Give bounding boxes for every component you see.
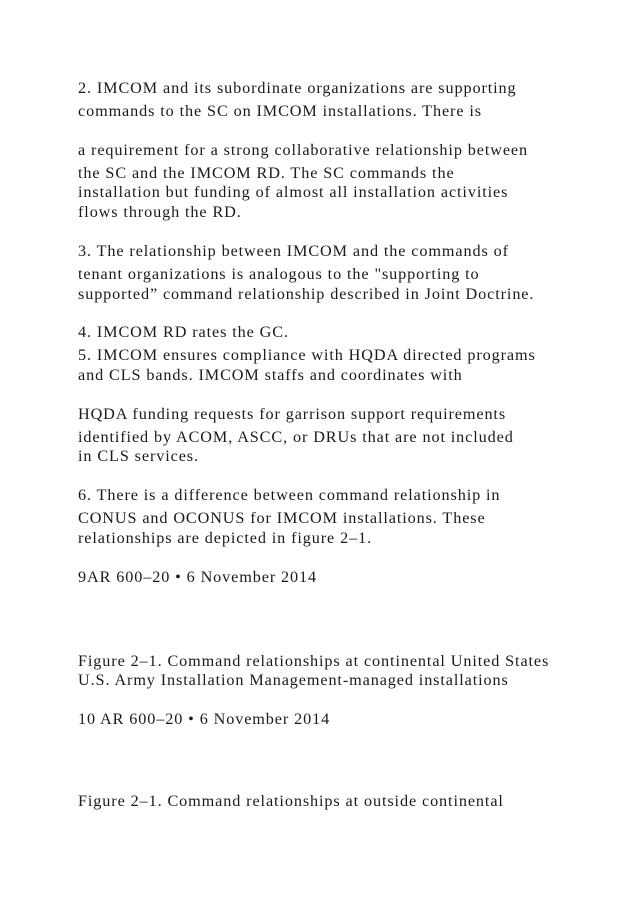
paragraph-5-line-4: identified by ACOM, ASCC, or DRUs that are not included [78, 428, 514, 446]
paragraph-3-line-3: supported” command relationship described in Joint Doctrine. [78, 285, 535, 303]
paragraph-5-line-2: and CLS bands. IMCOM staffs and coordinates with [78, 366, 463, 384]
paragraph-2-line-4: the SC and the IMCOM RD. The SC commands the [78, 164, 455, 182]
figure-caption-oconus-line-1: Figure 2–1. Command relationships at outside continental [78, 792, 504, 810]
paragraph-5-line-5: in CLS services. [78, 447, 199, 465]
paragraph-2-line-5: installation but funding of almost all installation activities [78, 183, 509, 201]
paragraph-2-line-6: flows through the RD. [78, 203, 242, 221]
paragraph-2-line-2: commands to the SC on IMCOM installations. There is [78, 102, 482, 120]
paragraph-4-line-1: 4. IMCOM RD rates the GC. [78, 323, 289, 341]
figure-caption-conus-line-1: Figure 2–1. Command relationships at continental United States [78, 652, 550, 670]
paragraph-2-line-3: a requirement for a strong collaborative relationship between [78, 141, 528, 159]
paragraph-3-line-2: tenant organizations is analogous to the "supporting to [78, 265, 480, 283]
paragraph-5-line-3: HQDA funding requests for garrison support requirements [78, 405, 507, 423]
page-footer-10: 10 AR 600–20 • 6 November 2014 [78, 710, 331, 728]
paragraph-6-line-3: relationships are depicted in figure 2–1. [78, 529, 373, 547]
page-footer-9: 9AR 600–20 • 6 November 2014 [78, 568, 318, 586]
paragraph-6-line-2: CONUS and OCONUS for IMCOM installations. These [78, 509, 486, 527]
paragraph-6-line-1: 6. There is a difference between command relationship in [78, 486, 501, 504]
paragraph-3-line-1: 3. The relationship between IMCOM and the commands of [78, 242, 509, 260]
figure-caption-conus-line-2: U.S. Army Installation Management-managed installations [78, 671, 509, 689]
paragraph-5-line-1: 5. IMCOM ensures compliance with HQDA directed programs [78, 346, 536, 364]
paragraph-2-line-1: 2. IMCOM and its subordinate organizations are supporting [78, 79, 517, 97]
